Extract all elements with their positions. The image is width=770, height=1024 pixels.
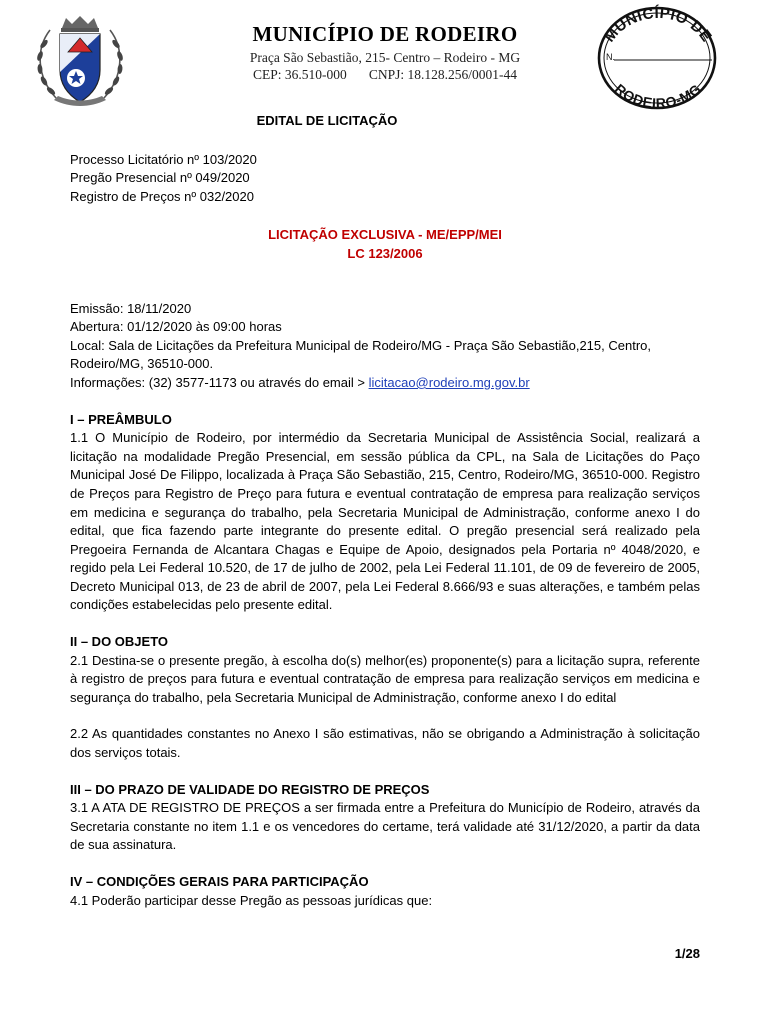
section-4-text: 4.1 Poderão participar desse Pregão as pessoas jurídicas que: [70, 892, 433, 908]
registro-number: Registro de Preços nº 032/2020 [70, 188, 254, 204]
section-3-heading: III – DO PRAZO DE VALIDADE DO REGISTRO DE PREÇOS [70, 781, 430, 797]
email-link[interactable]: licitacao@rodeiro.mg.gov.br [368, 374, 530, 390]
process-number: Processo Licitatório nº 103/2020 [70, 151, 257, 167]
page-number: 1/28 [674, 946, 700, 961]
informacoes-line [70, 374, 700, 393]
header-title: MUNICÍPIO DE RODEIRO [252, 22, 518, 46]
emissao-line: Emissão: 18/11/2020 [70, 300, 192, 316]
section-3-text: 3.1 A ATA DE REGISTRO DE PREÇOS a ser firmada entre a Prefeitura do Município de Rodeiro, através da Secretaria constante no item 1.1 e os vencedores do certame, terá validade até 31/12/2020, a partir da data de sua assinatura. [70, 800, 700, 853]
section-2-text-2: 2.2 As quantidades constantes no Anexo I são estimativas, não se obrigando a Administração à solicitação dos serviços totais. [70, 726, 700, 761]
section-2-text-1: 2.1 Destina-se o presente pregão, à escolha do(s) melhor(es) proponente(s) para a licitação supra, referente à registro de preços para futura e eventual contratação de empresa para realização serviços em medicina e segurança do trabalho, pela Secretaria Municipal de Administração, conforme anexo I do edital [70, 652, 700, 705]
abertura-line: Abertura: 01/12/2020 às 09:00 horas [70, 319, 282, 335]
exclusive-line-1: LICITAÇÃO EXCLUSIVA - ME/EPP/MEI [268, 227, 502, 243]
informacoes-prefix: Informações: (32) 3577-1173 ou através do email > [70, 374, 369, 390]
section-1-text: 1.1 O Município de Rodeiro, por intermédio da Secretaria Municipal de Assistência Social, realizará a licitação na modalidade Pregão Presencial, em sessão pública da CPL, na Sala de Licitações do Paço Municipal José De Filippo, localizada à Praça São Sebastião, 215, Centro, Rodeiro/MG, 36510-000. Registro de Preços para Registro de Preço para futura e eventual contratação de empresa para realização serviços em medicina e segurança do trabalho, pela Secretaria Municipal de Administração, conforme anexo I do edital, que fica fazendo parte integrante do presente edital. O pregão presencial será realizado pela Pregoeira Fernanda de Alcantara Chagas e Equipe de Apoio, designados pela Portaria nº 4048/2020, e regido pela Lei Federal 10.520, de 17 de julho de 2002, pela Lei Federal 11.101, de 09 de fevereiro de 2005, Decreto Municipal 013, de 23 de abril de 2007, pela Lei Federal 8.666/93 e suas alterações, e também pelas condições estabelecidas pelo presente edital. [70, 430, 700, 613]
local-line: Local: Sala de Licitações da Prefeitura Municipal de Rodeiro/MG - Praça São Sebastião,215, Centro, Rodeiro/MG, 36510-000. [70, 337, 651, 372]
section-1-heading: I – PREÂMBULO [70, 411, 172, 427]
header-cnpj: CNPJ: 18.128.256/0001-44 [368, 67, 517, 82]
header-registration-line [200, 66, 570, 83]
doc-title: EDITAL DE LICITAÇÃO [256, 113, 398, 128]
header-cep: CEP: 36.510-000 [253, 67, 347, 82]
section-2-heading: II – DO OBJETO [70, 634, 169, 650]
municipal-crest-icon [30, 14, 130, 110]
pregao-number: Pregão Presencial nº 049/2020 [70, 170, 250, 186]
header-address-line: Praça São Sebastião, 215- Centro – Rodeiro - MG [249, 50, 521, 65]
section-4-heading: IV – CONDIÇÕES GERAIS PARA PARTICIPAÇÃO [70, 874, 369, 889]
municipal-stamp-icon [592, 2, 722, 114]
header-address [200, 49, 570, 83]
svg-text:MUNICÍPIO DE: MUNICÍPIO DE [601, 4, 716, 46]
svg-text:RODEIRO-MG: RODEIRO-MG [611, 80, 705, 112]
document-body [70, 112, 700, 910]
svg-text:N.: N. [606, 52, 615, 62]
exclusive-line-2: LC 123/2006 [347, 245, 423, 261]
